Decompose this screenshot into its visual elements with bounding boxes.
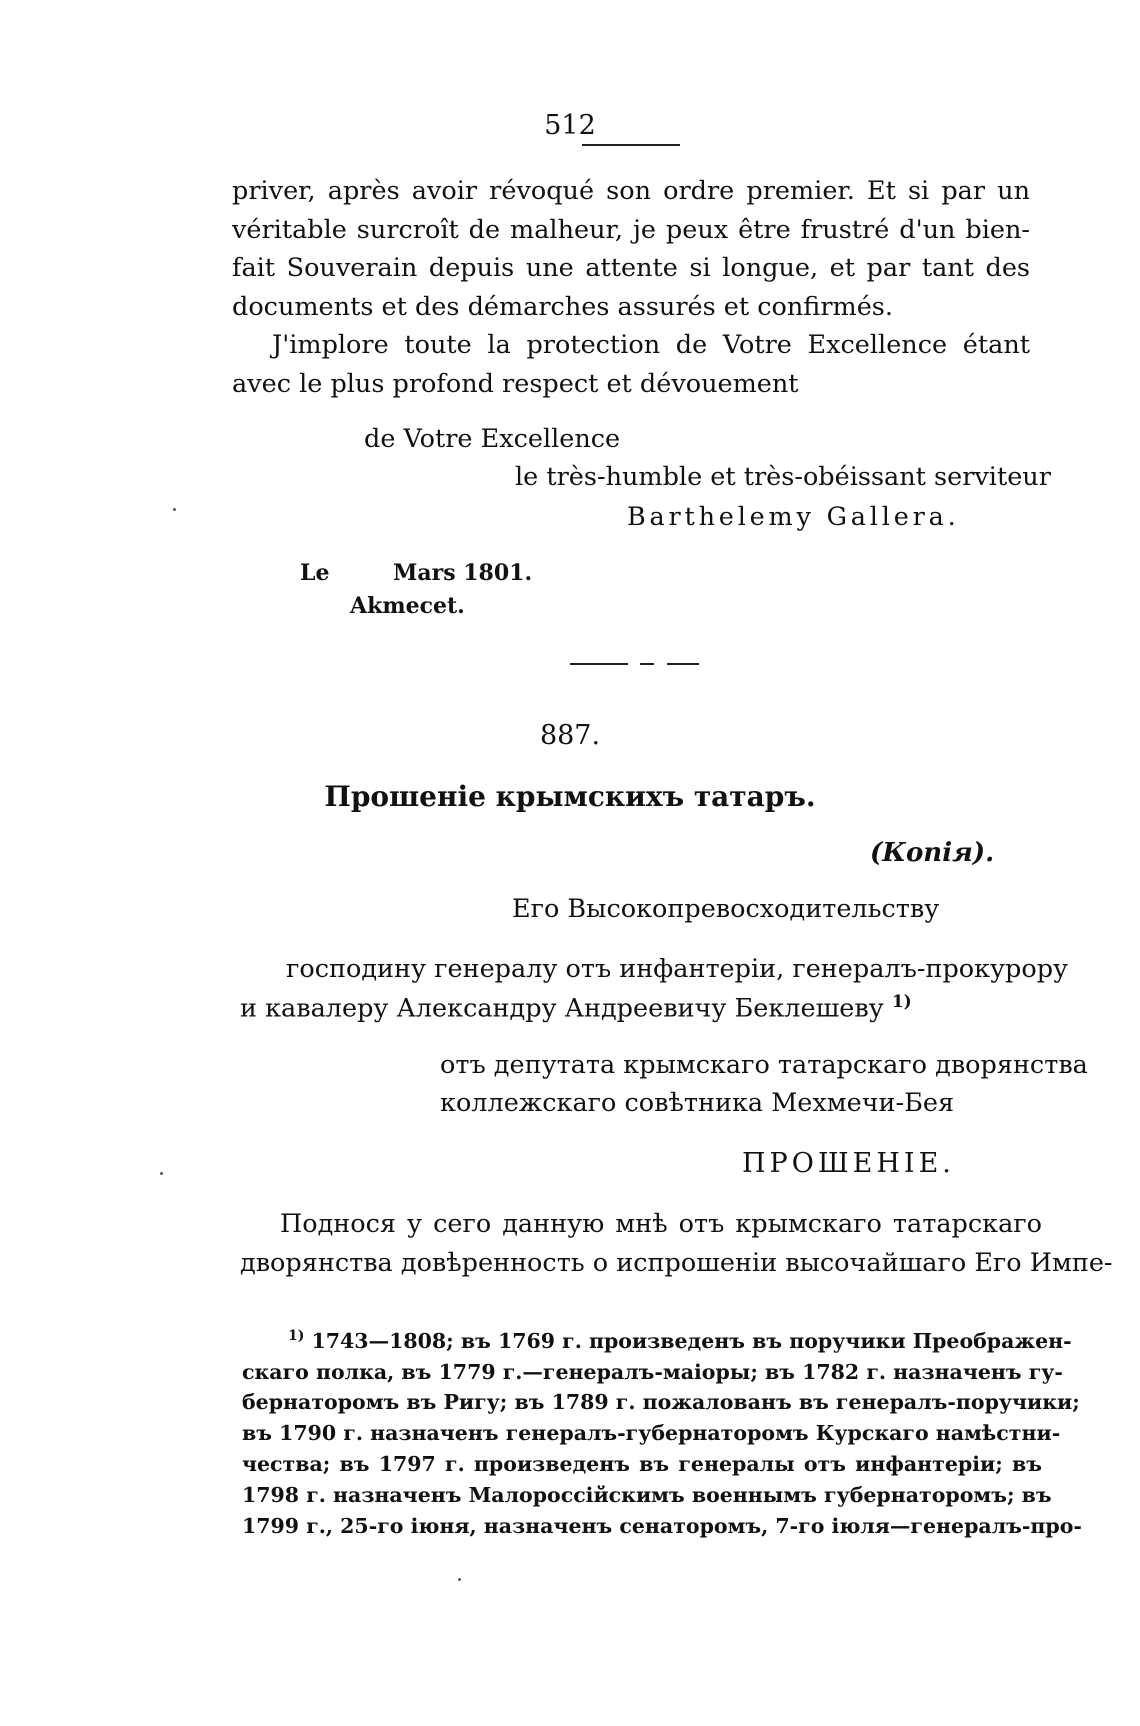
french-paragraph-1 [232,172,1030,326]
address-line-3 [240,992,912,1024]
section-separator [570,663,628,665]
text-line: Поднося у сего данную мнѣ отъ крымскаго татарскаго [280,1209,1042,1239]
text-line: priver, après avoir révoqué son ordre premier. Et si par un [232,176,1030,206]
text-line: documents et des démarches assurés et confirmés. [232,291,893,322]
footnote-line: скаго полка, въ 1779 г.—генералъ-маіоры; въ 1782 г. назначенъ гу- [242,1359,1063,1384]
letter-signature: Barthelemy Gallera. [627,502,960,532]
footnote-mark: 1) [288,1328,305,1344]
petition-body [240,1205,1113,1282]
footnote-text: 1743—1808; въ 1769 г. произведенъ въ поручики Преображен- [311,1328,1072,1353]
section-separator [667,663,699,665]
letter-place: Akmecet. [350,593,465,619]
footnote [242,1321,1082,1541]
text-line: господину генералу отъ инфантеріи, генералъ-прокурору [286,954,1069,984]
page-number: 512 [544,110,596,141]
from-line-2: коллежскаго совѣтника Мехмечи-Бея [440,1088,955,1118]
french-paragraph-2 [232,326,1030,403]
scan-speck [458,1578,461,1581]
document-number: 887. [539,720,601,751]
scan-speck [160,1172,163,1175]
page-number-rule [582,144,680,146]
copy-label: (Копія). [870,838,995,868]
text-line: дворянства довѣренность о испрошеніи высочайшаго Его Импе- [240,1247,1113,1278]
footnote-line: 1799 г., 25-го іюня, назначенъ сенаторомъ, 7-го іюля—генералъ-про- [242,1513,1082,1538]
text-line: avec le plus profond respect et dévouement [232,368,799,399]
address-line-1: Его Высокопревосходительству [512,894,940,924]
text-line: véritable surcroît de malheur, je peux être frustré d'un bien- [232,214,1030,245]
address-text: и кавалеру Александру Андреевичу Беклешеву [240,993,884,1024]
footnote-line: бернаторомъ въ Ригу; въ 1789 г. пожалованъ въ генералъ-поручики; [242,1390,1080,1415]
letter-closing-line-2: le très-humble et très-obéissant serviteur [515,462,1051,492]
text-line: J'implore toute la protection de Votre Excellence étant [272,330,1030,360]
letter-date-le: Le [300,560,330,586]
footnote-line: чества; въ 1797 г. произведенъ въ генералы отъ инфантеріи; въ [242,1452,1042,1477]
scan-speck [173,508,176,511]
letter-closing-line-1: de Votre Excellence [364,424,621,454]
footnote-line: въ 1790 г. назначенъ генералъ-губернаторомъ Курскаго намѣстни- [242,1421,1061,1446]
text-line: отъ депутата крымскаго татарскаго дворянства [440,1050,1088,1080]
petition-heading: ПРОШЕНІЕ. [742,1148,955,1179]
text-line: fait Souverain depuis une attente si longue, et par tant des [232,253,1030,283]
document-title: Прошеніе крымскихъ татаръ. [324,780,816,813]
section-separator [640,663,654,665]
footnote-reference: 1) [891,992,912,1012]
from-line-1 [440,1050,1088,1080]
footnote-line [242,1321,1072,1357]
letter-date: Mars 1801. [393,560,533,586]
footnote-line: 1798 г. назначенъ Малороссійскимъ военнымъ губернаторомъ; въ [242,1482,1052,1507]
address-line-2 [286,954,1069,984]
